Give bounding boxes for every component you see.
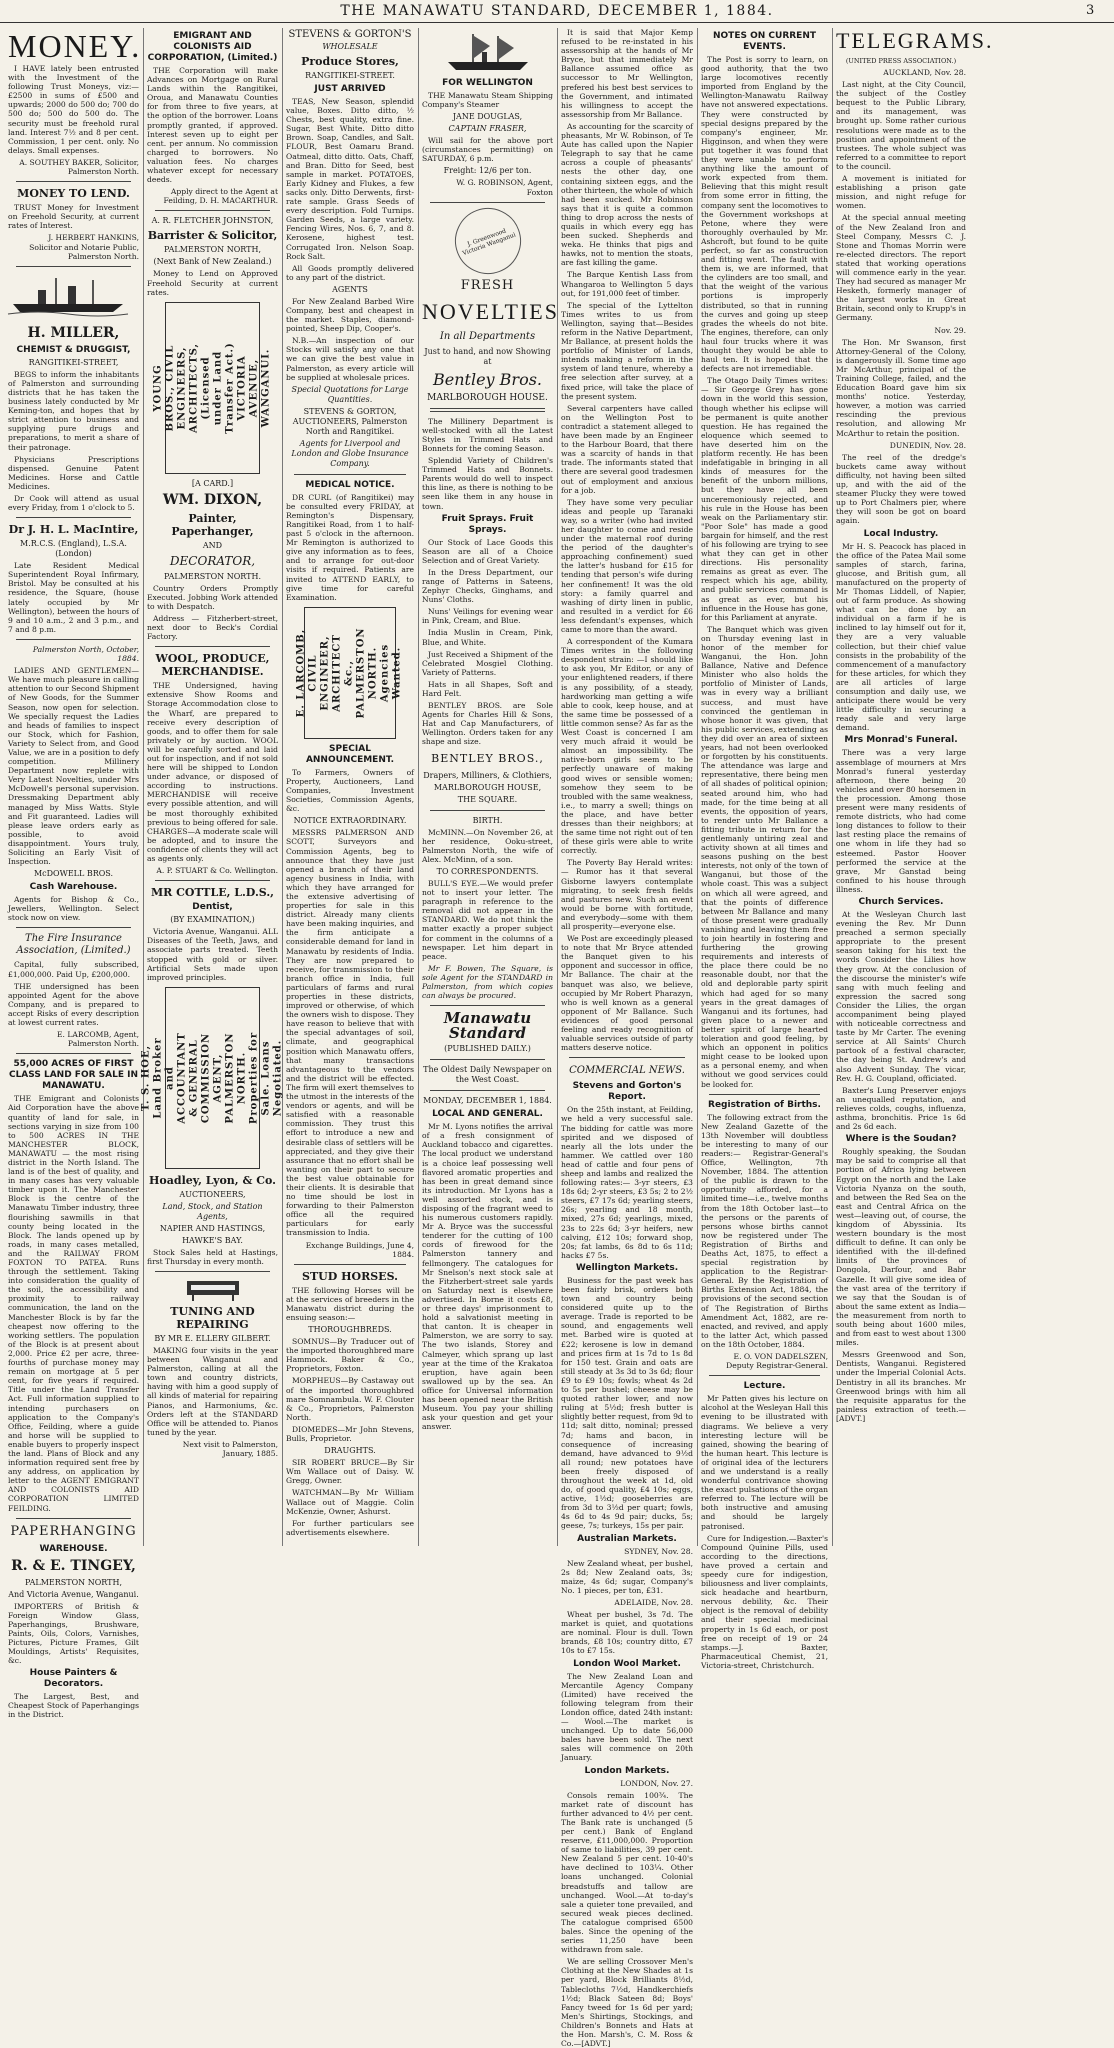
column-3 [286,28,414,1546]
ladies-date: Palmerston North, October, 1884. [32,644,139,664]
column-7 [836,28,994,1546]
adelaide-body: Wheat per bushel, 3s 7d. The market is quiet, and quotations are nominal. Flour is dull. Town brands, £8 10s; country ditto, £7 10s to £7 15s. [561,1610,693,1656]
millinery-body: The Millinery Department is well-stocked with all the Latest Styles in Trimmed Hats and Bonnets for the coming Season. [422,416,553,453]
news-item-7: A correspondent of the Kumara Times writes in the following despondent strain: —I should like to ask you, Mr Editor, or any of your enlightened readers, if there is any possibility, of a steady, hardworking man getting a wife able to cook, keep house, and at the same time be possessed of a little common sense? As far as the West Coast is concerned I am very much afraid it would be almost an impossibility. The native-born girls seem to be perfectly unaware of making good wives or sensible women; somehow they seem to be troubled with the same weakness, i.e., to marry a swell; things on the place, and have better dresses than their neighbors; at the same time not right out of ten of these girls were able to write correctly. [561,637,694,856]
stud-body: THE following Horses will be at the services of breeders in the Manawatu district during the ensuing season:— [286,1285,414,1322]
macintire-sub: M.R.C.S. (England), L.S.A. (London) [20,539,127,559]
local-industry-heading: Local Industry. [863,528,939,539]
sg-street: RANGITIKEI-STREET. [305,71,395,80]
ladies-body: LADIES AND GENTLEMEN— We have much pleasure in calling attention to our Second Shipment of New Goods, for the Summer Season, now open for selection. We specially request the Ladies and heads of families to inspect our Stock, which for Fashion, Variety to Select from, and Good Value, we are in a position to defy competition. Millinery Department now replete with Very Latest Novelties, under Mrs McDowell's personal supervision. Dressmaking Department ably managed by Miss Watts. Style and Fit guaranteed. Ladies will please leave orders early as possible, to avoid disappointment. Yours truly, Soliciting an Early Visit of Inspection. [8,666,139,867]
lecture-body: Mr Patten gives his lecture on alcohol at the Wesleyan Hall this evening to be illustrated with diagrams. We believe a very interesting lecture will be gained, showing the bearing of the human heart. This lecture is of original idea of the lecturers and we understand is a really wonderful contrivance showing the exact pulsations of the organ referred to. The lecture will be both instructive and amusing and should be largely patronised. [701,1394,828,1531]
ship-freight: Freight: 12/6 per ton. [443,166,532,176]
fire-body-2: THE undersigned has been appointed Agent for the above Company, and is prepared to accept Risks of every description at lowest current rates. [8,981,139,1028]
soudan-heading: Where is the Soudan? [845,1134,957,1145]
miller-subheading: CHEMIST & DRUGGIST, [16,344,131,355]
stud-watchman: WATCHMAN—By Mr William Wallace out of Maggie. Colin McKenzie, Owner, Ashurst. [286,1488,414,1516]
sg-agents: Agents for Liverpool and London and Globe Insurance Company. [291,438,409,468]
sg-heading: STEVENS & GORTON'S [288,29,412,40]
nb-note: N.B.—An inspection of our Stocks will satisfy any one that we can give the best value in Palmerston, as every article will be supplied at wholesale prices. [286,336,414,382]
hoadley-body: Stock Sales held at Hastings, first Thursday in every month. [147,1247,278,1266]
column-1 [8,28,142,1720]
johnston-location: PALMERSTON NORTH, [163,245,261,255]
indigestion-cure: Cure for Indigestion.—Baxter's Compound Quinine Pills, used according to the directions, have proved a certain and speedy cure for indigestion, biliousness and liver complaints, sick headache and heartburn, nervous debility, &c. Their object is the removal of debility and their special medicinal property in 1s 6d each, or post free on receipt of 19 or 24 stamps.—J. Baxter, Pharmaceutical Chemist, 21, Victoria-street, Christchurch. [701,1533,828,1670]
birth-heading: BIRTH. [472,815,503,825]
lend-signature: J. HERBERT HANKINS, Solicitor and Notarie Public, Palmerston North. [29,233,139,261]
ross-advertisement: We are selling Crossover Men's Clothing at the New Shades at 1s per yard, Block Brilliants 8½d, Tablecloths 7½d, Handkerchiefs 1½d; Black Sateen 8d; Boys' Fancy tweed for 1s 6d per yard; Men's Shirtings, Stockings, and Children's Bonnets and Hats at the Hon. Marsh's, C. M. Ross & Co.—[ADVT.] [561,1957,693,2048]
published-daily: (PUBLISHED DAILY.) [444,1044,531,1054]
soudan-body: Roughly speaking, the Soudan may be said to comprise all that portion of Africa lying between Egypt on the north and the Lake Victoria Nyanza on the south, and between the Red Sea on the east and Central Africa on the west—leaving out, of course, the kingdom of Abyssinia. Its western boundary is the most difficult to define. It can only be identified with the ill-defined limits of the provinces of Dongola, Darfour, and Bahr Gazelle. It will give some idea of the vast area of the territory if we say that the Soudan is of about the same extent as India—the measurement from north to south being about 1600 miles, and from east to west about 1300 miles. [836,1147,966,1348]
column-rule [143,28,144,1546]
london-markets-heading: London Markets. [584,1765,670,1776]
hats-body: Hats in all Shapes, Soft and Hard Felt. [422,679,553,698]
wellington-markets-heading: Wellington Markets. [575,1262,679,1273]
sydney-body: New Zealand wheat, per bushel, 2s 8d; New Zealand oats, 3s; maize, 4s 6d; sugar, Company's No. 1 pieces, per ton, £31. [561,1558,693,1595]
registration-heading: Registration of Births. [708,1099,821,1110]
masthead [0,0,1114,23]
column-rule [832,28,833,1546]
miller-street: RANGITIKEI-STREET, [28,357,119,367]
johnston-next: (Next Bank of New Zealand.) [153,257,272,267]
larcomb-box [296,607,403,739]
johnston-name: A. R. FLETCHER JOHNSTON, [151,216,274,226]
just-to-hand: Just to hand, and now Showing at [424,346,551,366]
news-item-3: The Barque Kentish Lass from Whangaroa to Wellington 5 days out, for 191,000 feet of timber. [561,270,693,298]
london-wool-body: The New Zealand Loan and Mercantile Agency Company (Limited) have received the following telegram from their London office, dated 24th instant:— Wool.—The market is unchanged. Up to date 56,000 bales have been sold. The next sales will commence on 20th January. [561,1671,693,1763]
acres-heading: 55,000 ACRES OF FIRST CLASS LAND FOR SALE IN MANAWATU. [8,1059,139,1092]
notice-address: Exchange Buildings, June 4, 1884. [305,1240,414,1259]
stud-morpheus: MORPHEUS—By Castaway out of the imported thoroughbred mare Somnambula. W. F. Clouter & Co., Proprietors, Palmerston North. [286,1376,414,1422]
column-rule [282,28,283,1546]
stud-robert-bruce: SIR ROBERT BRUCE—By Sir Wm Wallace out of Daisy. W. Gregg, Owner. [286,1458,414,1486]
tuning-by: BY MR E. ELLERY GILBERT. [154,1333,271,1343]
agents-body: For New Zealand Barbed Wire Company, best and cheapest in the market. Staples, diamond-pointed, Sheep Dip, Cooper's. [286,296,414,334]
cottle-body: Victoria Avenue, Wanganui. ALL Diseases of the Teeth, Jaws, and associate parts treated. Teeth stopped with gold or silver. Artificial Sets made upon improved principles. [147,927,278,982]
nov29-dateline: Nov. 29. [934,325,966,335]
hoe-box [140,987,284,1169]
special-heading: SPECIAL ANNOUNCEMENT. [305,743,395,765]
cash-body: Agents for Bishop & Co., Jewellers, Wellington. Select stock now on view. [8,895,139,923]
sg-report-heading: Stevens and Gorton's Report. [572,1081,682,1103]
column-4 [422,28,559,1546]
lend-body: TRUST Money for Investment on Freehold Security, at current rates of Interest. [8,203,139,231]
correspondents-heading: TO CORRESPONDENTS. [436,866,539,876]
church-body: At the Wesleyan Church last evening the Rev. Mr Dunn preached a sermon specially appropriate to the present season taking for his text the words Consider the Lilies how they grow. At the conclusion of the discourse the minister's wife sang with much feeling and expression the sacred song Consider the Lilies, the organ accompaniment being played with noticeable correctness and taste by Mr Carter. The evening service at All Saints' Church partook of a festival character, the day being St. Andrew's and also Advent Sunday. The vicar, Rev. H. G. Coupland, officiated. [836,909,966,1083]
corp-body: THE Corporation will make Advances on Mortgage on Rural Lands within the Rangitikei, Oroua, and Manawatu Counties for from three to five years, at the option of the borrower. Loans promptly granted, if approved. Interest seven up to eight per cent. per annum. No commission charged to borrowers. No valuation fees. No charges whatever except for necessary deeds. [147,66,278,185]
auckland-dateline: AUCKLAND, Nov. 28. [883,68,966,77]
wellington-markets-body: Business for the past week has been fairly brisk, orders both town and country being considered quite up to the average. Trade is reported to be sound, and engagements well met. Barbed wire is quoted at £22; kerosene is low in demand and prices firm at 1s 7d to 1s 8d for 150 test. Grain and oats are still steady at 3s 3d to 3s 6d; flour £9 to £9 10s; fowls; wheat 4s 2d to 5s per bushel; cheese may be quoted rather lower, and now ruling at 5½d; fresh butter is slightly better request, from 9d to 11d; salt ditto, nominal; pressed 7d; hams and bacon, in consequence of increasing demand, have advanced to 9½d all round; new potatoes have been freely disposed of throughout the week at 1d, old do, of good quality, £4 10s; eggs, active, 1½d; gooseberries are from 3d to 3½d per quart; fowls, 4s 6d to 4s 9d pair; ducks, 5s; geese, 7s; turkeys, 15s per pair. [561,1275,693,1531]
registration-body: The following extract from the New Zealand Gazette of the 13th November will doubtless be interesting to many of our readers:— Registrar-General's Office, Wellington, 7th November, 1884. The attention of the public is drawn to the opportunity afforded, for a limited time—i.e., twelve months from the 18th October last—to the persons or the parents of persons whose births cannot now be registered under The Registration of Births and Deaths Act, 1875, to effect a special registration by application to the Registrar-General. By the Registration of Births Extension Act, 1884, the provisions of the second section of The Registration of Births Amendment Act, 1882, are re-enacted, and revived, and apply to the latter Act, which passed on the 18th October, 1884. [701,1112,828,1349]
mosgiel-body: Just Received a Shipment of the Celebrated Mosgiel Clothing. Variety of Patterns. [422,649,553,677]
column-5 [561,28,694,2048]
funeral-body: There was a very large assemblage of mourners at Mrs Monrad's funeral yesterday afternoon, there being 20 vehicles and over 80 horsemen in the procession. Among those present were many residents of remote districts, who had come long distances to follow to their last resting place the remains of one whom in life they had so esteemed. Pastor Hoover performed the service at the grave, Mr Ganstad being confined to his house through illness. [836,748,966,894]
drapers: Drapers, Milliners, & Clothiers, [423,770,552,780]
marlborough-house: MARLBOROUGH HOUSE. [427,392,548,403]
news-item-4: The special of the Lyttelton Times writes to us from Wellington, saying that—Besides reform in the Native Department, Mr Ballance, at present holds the portfolio of Minister of Lands, intends making a reform in the system of land tenure, whereby a free selection after survey, at a fixed price, will take the place of the present system. [561,300,693,401]
cottle-name: MR COTTLE, L.D.S., [151,886,274,900]
agents-heading: AGENTS [332,284,368,294]
johnston-body: Money to Lend on Approved Freehold Security at current rates. [147,269,278,297]
dentist-advertisement: Messrs Greenwood and Son, Dentists, Wanganui. Registered under the Imperial Colonial Acts. Dentistry in all its branches. Mr Greenwood brings with him all the requisite apparatus for the painless extraction of teeth.—[ADVT.] [836,1350,966,1423]
sg-sub: WHOLESALE [322,42,378,51]
dixon-name: WM. DIXON, [162,491,263,508]
page-number: 3 [1086,3,1095,18]
miller-heading: H. MILLER, [27,324,120,341]
ship-heading: FOR WELLINGTON [442,78,533,88]
column-2 [140,28,284,1546]
issue-date: MONDAY, DECEMBER 1, 1884. [423,1096,552,1106]
local-general-heading: LOCAL AND GENERAL. [432,1109,543,1120]
hoadley-sub: AUCTIONEERS, [179,1189,246,1199]
london-markets-body: Consols remain 100¾. The market rate of discount has further advanced to 4½ per cent. The Bank rate is unchanged (5 per cent.) Bank of England reserve, £11,000,000. Proportion of same to liabilities, 39 per cent. New Zealand 5 per cent. 10-40's have declined to 103¼. Other loans unchanged. Colonial breadstuffs and tallow are unchanged. Wool.—At to-day's sale a quieter tone prevailed, and secured weak pieces declined. The catalogue comprised 6500 bales. Since the opening of the series 11,250 have been withdrawn from sale. [561,1790,693,1955]
notes-item-1: The Post is sorry to learn, on good authority, that the two large locomotives recently imported from England by the Wellington-Manawatu Railway have not answered expectations. They were constructed by special designs prepared by the company's engineer, Mr. Higginson, and when they were put together it was found that they were unable to perform anything like the amount of work expected from them. Believing that this might result from some error in fitting, the company sent the locomotives to the Government workshops at Petone, where they were thoroughly overhauled by Mr. Ashcroft, but found to be quite perfect, so far as construction and fitting went. The fault with them is, we are informed, that the cylinders are too small, and that the weight of the various portions is improperly distributed, so that in running the curves and going up steep grades the wheels do not bite. The engines, therefore, can only haul four trucks where it was thought they would be able to haul ten. It is hoped that the defects are not irremediable. [701,55,828,374]
news-item-2: As accounting for the scarcity of pheasants, Mr W. Robinson, of Te Aute has called upon the Napier Telegraph to say that he came across a couple of pheasants' nests the other day, one containing sixteen eggs, and the other thirteen, the whole of which had been sucked. Mr Robinson says that it is quite a common thing to drop across the nests of quails in which every egg has been sucked. Shepherds and weka. He thinks that pigs and hawks, not to mention the stoats, are fast killing the game. [561,121,693,268]
registration-signature: E. O. VON DADELSZEN, Deputy Registrar-General. [726,1352,828,1371]
correspondents-body: BULL'S EYE.—We would prefer not to insert your letter. The paragraph in reference to the removal did not appear in the STANDARD. We do not think the matter exactly a proper subject for comment in the columns of a newspaper. Let him depart in peace. [422,878,553,961]
funeral-heading: Mrs Monrad's Funeral. [844,735,958,746]
commercial-heading: COMMERCIAL NEWS. [569,1065,685,1077]
cash-heading: Cash Warehouse. [29,882,118,893]
departments: In all Departments [439,330,536,342]
wool-signature: A. P. STUART & Co. Wellington. [156,866,278,876]
cottle-by: (BY EXAMINATION,) [170,915,255,925]
ship-name: JANE DOUGLAS, [452,112,523,122]
young-bros-box [152,302,272,474]
arrived-heading: JUST ARRIVED [314,84,386,94]
paperhanging-heading: PAPERHANGING [10,1523,137,1539]
local-general-body: Mr M. Lyons notifies the arrival of a fresh consignment of Auckland tobacco and cigarettes. The local product we understand is a choice leaf possessing well flavored aromatic properties and has been in great demand since its introduction. Mr Lyons has a well assorted stock, and is disposing of the fragrant weed to his numerous customers rapidly. Mr A. Bryce was the successful tenderer for the cutting of 100 cords of firewood for the Palmerston tannery and fellmongery. The catalogues for Mr Snelson's next stock sale at the Fitzherbert-street sale yards on Saturday next is elsewhere advertised. In Borne it costs £8, or three days' imprisonment to hold a salvationist meeting in that canton. It is cheaper in Palmerston, we are sorry to say. The two islands, Storey and Calmeyer, which sprang up last year at the time of the Krakatoa eruption, have again been swallowed up by the sea. An office for Universal information has been opened near the British Museum. You pay your shilling ask your question and get your answer. [422,1122,553,1432]
hoe-text: T. S. HOE, Land Broker and ACCOUNTANT & GENERAL COMMISSION AGENT, PALMERSTON NORTH. Properties for Sale. Loans Negotiated. [140,1031,284,1124]
notes-item-2: The Otago Daily Times writes:— Sir George Grey has gone down in the world this session, though whether his eclipse will be permanent is quite another question. He has regained the eloquence which seemed to have deserted him on the platform recently. He has been indefatigable in bringing in all kinds of measures for the benefit of the unborn millions, but they have all been unceremoniously rejected, and his rule in the House has been weak on the Parliamentary stir. "Poor Sole" has made a good bargain for himself, and the rest of his following are trying to see what they can get in other directions. His personality remains as great as ever. The respect which his age, ability, and public services command is as great as ever, but his influence in the House has gone, for this Parliament at anyrate. [701,376,828,622]
dunedin-dateline: DUNEDIN, Nov. 28. [889,440,966,450]
news-item-5: Several carpenters have called on the Wellington Post to contradict a statement alleged to have been made by an Engineer to the Harbour Board, that there was a scarcity of hands in that trade. The informants stated that there are several good tradesmen out of employment and anxious for a job. [561,403,693,495]
tingey-location-2: And Victoria Avenue, Wanganui. [8,1589,139,1599]
ship-captain: CAPTAIN FRASER, [448,124,527,134]
column-rule [697,28,698,1546]
lecture-heading: Lecture. [743,1381,786,1392]
stamp-text: J. Greenwood Victoria Wanganui [461,227,517,257]
wool-body: THE Undersigned, having extensive Show Rooms and Storage Accommodation close to the Wharf, are prepared to receive every description of goods, and to offer them for sale privately or by auction. WOOL will be carefully sorted and laid out for inspection, and if not sold here will be shipped to London under advance, or disposed of according to instructions. MERCHANDISE will receive every possible attention, and will be most thoroughly exhibited previous to being offered for sale. CHARGES—A moderate scale will be adopted, and to insure the confidence of clients they will act as agents only. [147,681,278,864]
dunedin-body: The reel of the dredge's buckets came away without difficulty, not having been silted up, and with the aid of the steamer Plucky they were towed up to Port Chalmers pier, where they will soon be got on board again. [836,452,966,526]
wool-heading: WOOL, PRODUCE, MERCHANDISE. [155,652,270,679]
bentley-heading: Bentley Bros. [432,369,542,389]
medical-heading: MEDICAL NOTICE. [305,479,395,490]
local-industry-body: Mr H. S. Peacock has placed in the office of the Patea Mail some samples of starch, farina, glucose, and British gum, all manufactured on the property of Mr Thomas Liddell, of Napier, out of farm produce. As showing what can be done by an individual on a farm if he is inclined to lay himself out for it, they are a very valuable collection, but their chief value consists in the probability of the commencement of a manufactory for these articles, for which they are all articles of large consumption and daily use, we anticipate there would be very little difficulty in securing a ready sale and very large demand. [836,541,966,733]
goods-note: All Goods promptly delivered to any part of the district. [286,263,414,282]
tuning-next: Next visit to Palmerston, January, 1885. [182,1439,278,1458]
corp-signature: Apply direct to the Agent at Feilding, D. H. MACARTHUR. [163,187,278,206]
money-signature: A. SOUTHEY BAKER, Solicitor, Palmerston North. [19,157,139,177]
hoadley-location-2: HAWKE'S BAY. [182,1235,243,1245]
marlborough-house-2: MARLBOROUGH HOUSE, [433,782,542,792]
hoadley-sub-2: Land, Stock, and Station Agents, [162,1201,263,1221]
fire-body: Capital, fully subscribed, £1,000,000. Paid Up, £200,000. [8,960,139,979]
miller-body-2: Physicians Prescriptions dispensed. Genuine Patent Medicines. Horse and Cattle Medicines. [8,454,139,491]
nov29-body: The Hon. Mr Swanson, first Attorney-General of the Colony, is dangerously ill. Some time ago Mr McArthur, principal of the Training College, failed, and the Education Board gave him six months' notice. Yesterday, however, a motion was carried rescinding the previous resolution, and allowing Mr McArthur to retain the position. [836,337,966,438]
dixon-trade: Painter, Paperhanger, [171,511,254,538]
fire-heading: The Fire Insurance Association, (Limited.) [16,933,131,957]
auckland-body-3: At the special annual meeting of the New Zealand Iron and Steel Company, Messrs C. J. Stone and Thomas Morrin were re-elected directors. The report stated that working operations will commence early in the year. They had secured as manager Mr Hesketh, formerly manager of the largest works in Great Britain, second only to Krupp's in Germany. [836,213,966,323]
the-square: THE SQUARE. [457,794,518,804]
sg-report-body: On the 25th instant, at Feilding, we held a very successful sale. The bidding for cattle was more spirited and we disposed of nearly all the lots under the hammer. We cattled over 180 head of cattle and four pens of sheep and lambs and realized the following rates:— 3-yr steers, £3 18s 6d; 2-yr steers, £3 5s; 2 to 2½ steers, £7 17s 6d; yearling steers, 26s; yearling and 18 month, mixed, 27s 6d; yearlings, mixed, 23s to 22s 6d; 3-yr heifers, new calving, £12 10s; forward shop, 20s; fat lambs, 6s 8d to 6s 11d; hacks £7 5s. [561,1105,693,1260]
sg-auctioneers: STEVENS & GORTON, AUCTIONEERS, Palmerston North and Rangitikei. [292,406,408,436]
auckland-body-2: A movement is initiated for establishing a prison gate mission, and night refuge for women. [836,174,966,211]
column-rule [557,28,558,1546]
ship-body-2: Will sail for the above port (circumstances permitting) on SATURDAY, 6 p.m. [422,136,553,164]
notice-heading: NOTICE EXTRAORDINARY. [293,816,407,826]
sydney-dateline: SYDNEY, Nov. 28. [624,1546,693,1556]
tuning-body: MAKING four visits in the year between Wanganui and Palmerston, calling at all the town and country districts, having with him a good supply of all kinds of material for repairing Pianos, and Harmoniums, &c. Orders left at the STANDARD Office will be attended to. Pianos tuned by the year. [147,1345,278,1437]
steamship-illustration [8,276,128,316]
sailing-ship-illustration [438,32,538,74]
london-dateline: LONDON, Nov. 27. [620,1778,693,1788]
thoroughbreds-heading: THOROUGHBREDS. [308,1325,392,1335]
special-quotes: Special Quotations for Large Quantities. [291,384,409,404]
oldest-paper: The Oldest Daily Newspaper on the West Coast. [423,1065,552,1085]
bentley-bros-2: BENTLEY BROS., [431,751,544,765]
tingey-heading: R. & E. TINGEY, [11,1557,136,1574]
newspaper-title: THE MANAWATU STANDARD, DECEMBER 1, 1884. [340,3,774,19]
bowen-note: Mr F. Bowen, The Square, is sole Agent for the STANDARD in Palmerston, from which copies can always be procured. [422,963,553,1001]
novelties-heading: NOVELTIES [422,298,559,324]
macintire-body: Late Resident Medical Superintendent Royal Infirmary, Bristol. May be consulted at his residence, the Square, (house lately occupied by Mr Wellington), between the hours of 9 and 10 a.m., 2 and 3 p.m., and 7 and 8 p.m. [8,561,139,634]
london-wool-heading: London Wool Market. [573,1658,681,1669]
stud-heading: STUD HORSES. [302,1269,398,1283]
news-item-6: They have some very peculiar ideas and people up Taranaki way, so a writer (who had invited her daughter to come and reside under the maternal roof during the period of the daughter's approaching confinement) sued the latter's husband for £15 for tending that person's wife during her confinement! It was the old story: a family quarrel and washing of dirty linen in public, and resulted in a verdict for £6 less defendant's expenses, which came to more than the award. [561,497,693,634]
cottle-trade: Dentist, [192,902,233,913]
tingey-last: The Largest, Best, and Cheapest Stock of Paperhangings in the District. [8,1692,139,1720]
medical-body: DR CURL (of Rangitikei) may be consulted every FRIDAY, at Remington's Dispensary, Rangitikei Road, from 1 to half-past 5 o'clock in the afternoon. Mr Remington is authorized to give any information as to fees, and to arrange for out-door visits if required. Patients are invited to ATTEND EARLY, to give time for careful Examination. [286,492,414,602]
notice-body: MESSRS PALMERSON AND SCOTT, Surveyors and Commission Agents, beg to announce that they have just opened a branch of their land agency business in India, with which they have arranged for the extensive advertising of properties for sale in this district. Already many clients have been making inquiries, and the firm anticipate a considerable demand for land in Manawatu by residents of India. They are now prepared to receive, for transmission to their branch office in India, full particulars of farms and rural properties in these districts, improved or otherwise, of which the owners wish to dispose. They have reason to believe that with the special advantages of soil, climate, and geographical position which Manawatu offers, that many transactions advantageous to the vendors and the district will be effected. The firm will exert themselves to the utmost in the interests of the vendors or agents, and will be satisfied with a reasonable commission. They trust this effort to introduce a new and desirable class of settlers will be appreciated, and they give their assurance that no effort shall be wanting on their part to secure the best value obtainable for their clients. It is desirable that no time should be lost in forwarding to their Palmerston office all the required particulars for early transmission to India. [286,828,414,1238]
macintire-heading: Dr J. H. L. MacIntire, [8,523,139,537]
dress-body: In the Dress Department, our range of Patterns in Sateens, Zephyr Checks, Ginghams, and Nuns' Cloths. [422,567,553,605]
paper-nameplate: Manawatu Standard [443,1009,532,1043]
nuns-body: Nuns' Veilings for evening wear in Pink, Cream, and Blue. [422,607,553,626]
agents-body: BENTLEY BROS. are Sole Agents for Charles Hill & Sons, Hat and Cap Manufacturers, of Wellington. Orders taken for any shape and size. [422,701,553,747]
special-body: To Farmers, Owners of Property, Auctioneers, Land Companies, Investment Societies, Commission Agents, &c. [286,767,414,814]
birth-body: McMINN.—On November 26, at her residence, Ooku-street, Palmerston North, the wife of Alex. McMinn, of a son. [422,827,553,864]
muslin-body: India Muslin in Cream, Pink, Blue, and White. [422,628,553,647]
lend-heading: MONEY TO LEND. [17,187,130,201]
notes-item-3: The Banquet which was given on Thursday evening last in honor of the member for Wanganui, the Hon. John Ballance, Native and Defence Minister who also holds the portfolio of Minister of Lands, was in every way a brilliant success, and must have convinced the gentleman in whose honor it was given, that his public services, extending as they did over an area of sixteen years, had not been overlooked or forgotten by his constituents. The attendance was large and representative, there being men of all shades of political opinion; seated around him, who had made, for the time being at all events, the opposition of years, to render unto Mr Ballance a fitting tribute in return for the gentlemanly untiring zeal and activity shown at all times and seasons pushing on the best interests, not only of the town of Wanganui, but those of the whole coast. This was a subject on which all were agreed, and that the points of difference between Mr Ballance and many of those present were gradually vanishing and leaving them free to join heartily in fostering and furthering the growing requirements and interests of the place there could be no reasonable doubt, nor that the old and deplorable party spirit which had aged for so many years in the great damages of Wanganui and its fortunes, had given place to a newer and better spirit of large hearted toleration and good feeling, by which an opponent in politics might cease to be looked upon as a personal enemy, and when without we good services could be looked for. [701,624,828,1089]
paperhanging-sub: WAREHOUSE. [39,1543,108,1554]
money-heading: MONEY. [8,28,142,64]
telegrams-heading: TELEGRAMS. [836,28,994,53]
fire-signature: E. LARCOMB, Agent, Palmerston North. [56,1030,139,1049]
lace-body: Our Stock of Lace Goods this Season are all of a Choice Selection and of Great Variety. [422,537,553,565]
news-item-1: It is said that Major Kemp refused to be re-instated in his assessorship at the hands of Mr Bryce, but that immediately Mr Ballance assumed office as successor to Mr Wellington, prefered his best best services to the Government, and intimated his willingness to accept the assessorship from Mr Ballance. [561,28,693,119]
baxter-advertisement: Baxter's Lung Preserver enjoys an unequalled reputation, and relieves colds, coughs, influenza, asthma, bronchitis. Price 1s 6d and 2s 6d each. [836,1085,966,1132]
larcomb-text: E. LARCOMB, CIVIL ENGINEER, ARCHITECT &c., PALMERSTON NORTH. Agencies Wanted. [296,627,403,719]
hoadley-heading: Hoadley, Lyon, & Co. [149,1173,276,1187]
column-rule [418,28,419,1546]
dixon-decorator: DECORATOR, [169,553,256,568]
news-item-9: We Post are exceedingly pleased to note that Mr Bryce attended the Banquet given to his opponent and successor in office, Mr Ballance. The chair at the banquet was also, we believe, occupied by Mr Robert Pharazyn, who is well known as a general opponent of Mr Ballance. Such evidences of good personal feeling and ready recognition of valuable services outside of party matters deserve notice. [561,934,693,1053]
dixon-location: PALMERSTON NORTH. [163,571,261,581]
money-body: I HAVE lately been entrusted with the Investment of the following Trust Moneys, viz:— £2500 in sums of £500 and upwards; 2000 do 500 do; 700 do 500 do; 500 do 500 do. The security must be freehold rural land. Interest 7½ and 8 per cent. Commission, 1 per cent. only. No delays. Small expenses. [8,64,139,155]
young-bros-text: YOUNG BROS., CIVIL ENGINEERS, ARCHITECTS, (Licensed under Land Transfer Act.) VICTORIA AVENUE, WANGANUI. [152,341,272,434]
stud-somnus: SOMNUS—By Traducer out of the imported thoroughbred mare Hammock. Baker & Co., Proprietors, Foxton. [286,1337,414,1374]
sg-produce: Produce Stores, [301,55,399,68]
tingey-location: PALMERSTON NORTH, [24,1577,122,1587]
johnston-title: Barrister & Solicitor, [147,229,278,243]
ladies-signature: McDOWELL BROS. [33,869,114,879]
dixon-and: AND [202,540,223,550]
tingey-house: House Painters & Decorators. [29,1668,118,1690]
auckland-body: Last night, at the City Council, the subject of the Costley bequest to the Public Library, and its management, was brought up. Some rather curious resolutions were made as to the position and appointment of the trustees. The whole subject was referred to a committee to report to the council. [836,80,966,171]
piano-icon [183,1277,243,1301]
tuning-heading: TUNING AND REPAIRING [170,1304,255,1331]
telegrams-sub: (UNITED PRESS ASSOCIATION.) [845,57,957,65]
variety-body: Splendid Variety of Children's Trimmed Hats and Bonnets. Parents would do well to inspect this line, as there is nothing to be seen like them in any house in town. [422,456,553,511]
greenwood-stamp [445,198,530,283]
acres-body: THE Emigrant and Colonists Aid Corporation have the above quantity of land for sale, in sections varying in size from 100 to 500 ACRES IN THE MANCHESTER BLOCK, MANAWATU — the most rising district in the North Island. The land is of the best of quality, and in many cases has very valuable timber upon it. The Manchester Block is the centre of the Manawatu Timber industry, three flourishing sawmills in that county being located in the Block. The lands opened up by roads, in many cases metalled, and the RAILWAY FROM FOXTON TO PATEA. Runs through the settlement. Taking into consideration the quality of the soil, the accessibility and proximity to railway communication, the land on the Manchester Block is by far the cheapest now offering to the working settlers. The population of the Block is at present about 2,000. Price £2 per acre, three-fourths of purchase money may remain on mortgage at 5 per cent, for five years if required. Title under the Land Transfer Act. Full information supplied to intending purchasers on application to the Company's Office, Feilding, where a guide and horse will be supplied to enable buyers to properly inspect the land. Plans of Block and any information required sent free by any address, on application by letter to the AGENT EMIGRANT AND COLONISTS AID CORPORATION LIMITED FEILDING. [8,1094,139,1513]
notes-heading: NOTES ON CURRENT EVENTS. [713,31,816,52]
ship-agent: W. G. ROBINSON, Agent, Foxton [456,178,553,197]
news-item-8: The Poverty Bay Herald writes:— Rumor has it that several Gisborne lawyers contemplate migrating, to seek fresh fields and pastures new. Such an event would be borne with fortitude, and everybody—some with them all prosperity—everyone else. [561,858,693,931]
arrived-body: TEAS, New Season, splendid value, Boxes. Ditto ditto, ½ Chests, best quality, extra fine. Sugar, Best White. Ditto ditto Brown. Soap, Candles, and Salt. FLOUR, Best Oamaru Brand. Oatmeal, ditto ditto. Oats, Chaff, and Bran. Ditto for Seed, best sample in market. POTATOES, Early Kidney and Flukes, a few sacks only. Ditto Derwents, first-rate sample. Grass Seeds of every description. Fold Turnips. Garden Seeds, a large variety. Fencing Wires, Nos. 6, 7, and 8. Kerosene, highest test. Corrugated Iron. Nelson Soap. Rock Salt. [286,97,414,261]
miller-body-3: Dr Cook will attend as usual every Friday, from 1 o'clock to 5. [8,494,139,513]
dixon-body: Country Orders Promptly Executed. Jobbing Work attended to with Despatch. [147,583,278,611]
card-label: [A CARD.] [191,478,234,488]
corp-heading: EMIGRANT AND COLONISTS AID CORPORATION, (Limited.) [147,31,278,63]
church-heading: Church Services. [858,896,944,907]
stud-note: For further particulars see advertisements elsewhere. [286,1518,414,1537]
adelaide-dateline: ADELAIDE, Nov. 28. [614,1598,693,1607]
australian-markets-heading: Australian Markets. [577,1533,677,1544]
dixon-address: Address — Fitzherbert-street, next door to Beck's Cordial Factory. [147,613,278,642]
draughts-heading: DRAUGHTS. [324,1446,376,1456]
fruit-sprays: Fruit Sprays. Fruit Sprays. [441,513,534,535]
column-6 [701,28,828,1670]
hoadley-location: NAPIER AND HASTINGS, [159,1223,266,1233]
miller-body: BEGS to inform the inhabitants of Palmerston and surrounding districts that he has taken the business lately conducted by Mr Keming-ton, and hopes that by strict attention to business and supplying pure drugs and preparations, to merit a share of their patronage. [8,369,139,452]
stud-diomedes: DIOMEDES—Mr John Stevens, Bulls, Proprietor. [286,1424,414,1444]
tingey-body: IMPORTERS of British & Foreign Window Glass, Paperhangings, Brushware, Paints, Oils, Colors, Varnishes, Pictures, Picture Frames, Gilt Mouldings, Artists' Requisites, &c. [8,1601,139,1666]
ship-body: THE Manawatu Steam Shipping Company's Steamer [422,91,553,110]
fresh-heading: FRESH [460,277,515,293]
